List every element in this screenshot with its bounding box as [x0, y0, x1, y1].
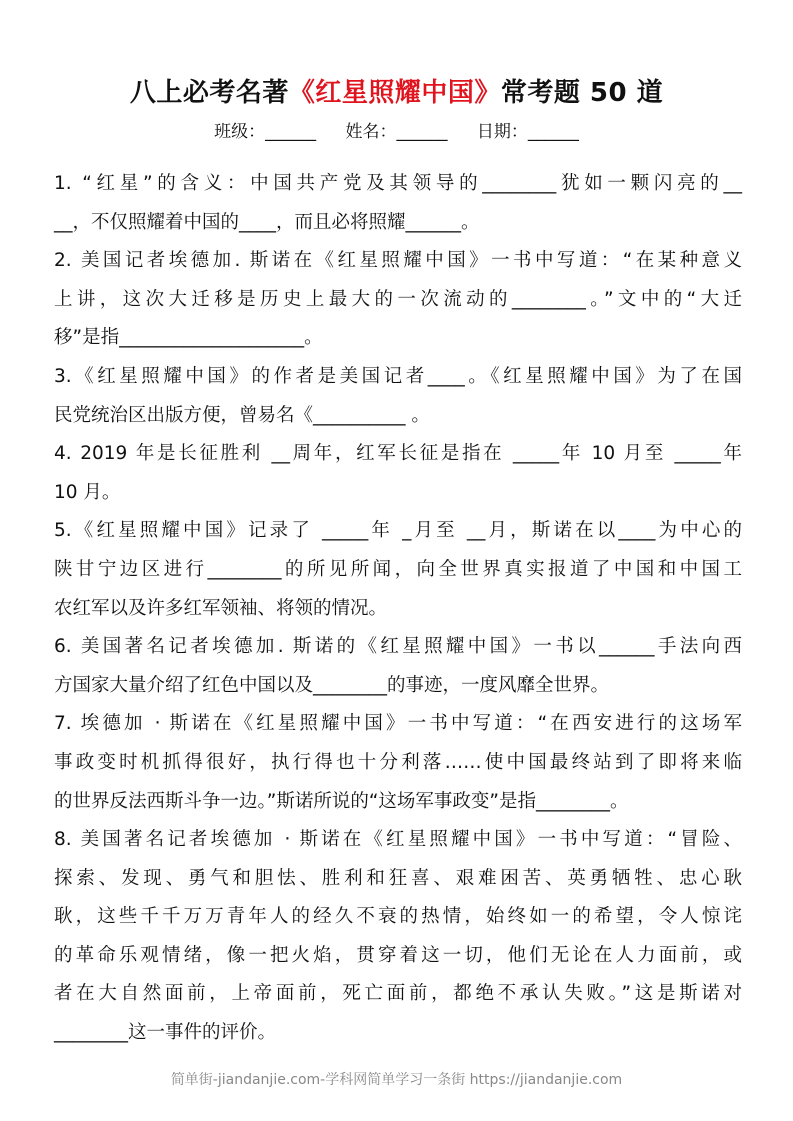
question-line: 探索、发现、勇气和胆怯、胜利和狂喜、艰难困苦、英勇牺牲、忠心耿	[54, 867, 742, 889]
question-line: 1. “红星”的含义：中国共产党及其领导的________犹如一颗闪亮的__	[54, 173, 742, 194]
question-7	[54, 705, 742, 821]
question-line: 10 月。	[54, 481, 121, 503]
question-line: 的世界反法西斯斗争一边。”斯诺所说的“这场军事政变”是指________。	[54, 790, 629, 812]
question-list	[54, 165, 742, 1053]
question-5	[54, 512, 742, 628]
question-line: 民党统治区出版方便，曾易名《__________ 。	[54, 404, 430, 426]
question-1	[54, 165, 742, 242]
question-line: 6. 美国著名记者埃德加. 斯诺的《红星照耀中国》一书以______手法向西	[54, 636, 742, 658]
question-line: 2. 美国记者埃德加. 斯诺在《红星照耀中国》一书中写道：“在某种意义	[54, 250, 742, 272]
question-line: 农红军以及许多红军领袖、将领的情况。	[54, 597, 388, 619]
date-field: 日期：______	[476, 122, 579, 142]
question-line: ________这一事件的评价。	[54, 1022, 277, 1044]
question-2	[54, 242, 742, 358]
question-8	[54, 821, 742, 1053]
title-book: 《红星照耀中国》	[288, 78, 501, 108]
question-line: 上讲，这次大迁移是历史上最大的一次流动的________。”文中的“大迁	[54, 288, 742, 310]
question-line: 8. 美国著名记者埃德加 · 斯诺在《红星照耀中国》一书中写道：“冒险、	[54, 829, 742, 851]
question-line: 者在大自然面前，上帝面前，死亡面前，都绝不承认失败。”这是斯诺对	[54, 983, 742, 1005]
title-prefix: 八上必考名著	[129, 78, 289, 108]
question-line: __，不仅照耀着中国的____，而且必将照耀______。	[54, 211, 480, 233]
question-4	[54, 435, 742, 512]
class-field: 班级：______	[214, 122, 317, 142]
question-line: 的革命乐观情绪，像一把火焰，贯穿着这一切，他们无论在人力面前，或	[54, 944, 742, 966]
question-line: 耿，这些千千万万青年人的经久不衰的热情，始终如一的希望，令人惊诧	[54, 906, 742, 928]
question-line: 事政变时机抓得很好，执行得也十分利落……使中国最终站到了即将来临	[54, 751, 742, 773]
student-info	[0, 117, 793, 142]
question-line: 方国家大量介绍了红色中国以及________的事迹，一度风靡全世界。	[54, 674, 610, 696]
question-line: 4. 2019 年是长征胜利 __周年，红军长征是指在 _____年 10 月至 _____年	[54, 443, 742, 465]
title-suffix: 常考题 50 道	[500, 78, 664, 108]
question-line: 7. 埃德加 · 斯诺在《红星照耀中国》一书中写道：“在西安进行的这场军	[54, 713, 742, 735]
name-field: 姓名：______	[345, 122, 448, 142]
question-line: 移”是指____________________。	[54, 327, 323, 349]
page-title	[0, 72, 793, 109]
question-line: 5.《红星照耀中国》记录了 _____年 _月至 __月，斯诺在以____为中心的	[54, 520, 742, 542]
footer-watermark: 简单街-jiandanjie.com-学科网简单学习一条街 https://jiandanjie.com	[170, 1072, 623, 1088]
question-line: 3.《红星照耀中国》的作者是美国记者____。《红星照耀中国》为了在国	[54, 365, 742, 387]
question-line: 陕甘宁边区进行________的所见所闻，向全世界真实报道了中国和中国工	[54, 558, 742, 580]
question-3	[54, 358, 742, 435]
question-6	[54, 628, 742, 705]
